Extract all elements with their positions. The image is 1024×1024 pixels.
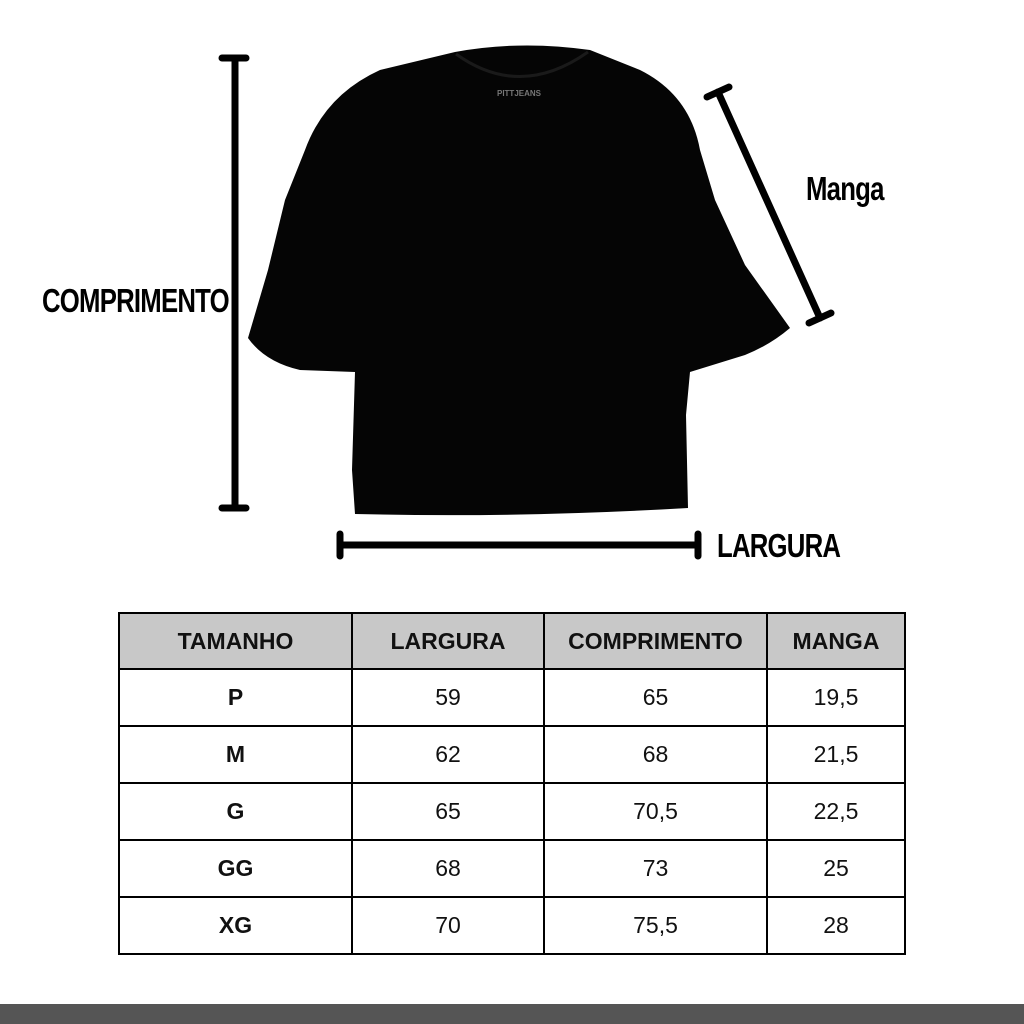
- table-header-row: [119, 613, 905, 669]
- largura-cell: 68: [352, 840, 544, 897]
- manga-cell: 21,5: [767, 726, 905, 783]
- size-cell: XG: [119, 897, 352, 954]
- manga-cell: 19,5: [767, 669, 905, 726]
- largura-cell: 70: [352, 897, 544, 954]
- largura-label: LARGURA: [717, 527, 841, 564]
- size-cell: P: [119, 669, 352, 726]
- comprimento-cell: 75,5: [544, 897, 767, 954]
- table-row: [119, 783, 905, 840]
- manga-cell: 22,5: [767, 783, 905, 840]
- comprimento-label: COMPRIMENTO: [42, 282, 229, 319]
- header-largura: LARGURA: [352, 613, 544, 669]
- table-row: [119, 897, 905, 954]
- table-row: [119, 840, 905, 897]
- table-row: [119, 726, 905, 783]
- size-cell: G: [119, 783, 352, 840]
- width-ruler: [340, 534, 698, 556]
- header-tamanho: TAMANHO: [119, 613, 352, 669]
- comprimento-cell: 65: [544, 669, 767, 726]
- brand-tag: PITTJEANS: [496, 89, 542, 98]
- header-comprimento: COMPRIMENTO: [544, 613, 767, 669]
- header-manga: MANGA: [767, 613, 905, 669]
- manga-label: Manga: [806, 170, 884, 207]
- table-row: [119, 669, 905, 726]
- tshirt-shape: [248, 45, 790, 515]
- largura-cell: 59: [352, 669, 544, 726]
- comprimento-cell: 68: [544, 726, 767, 783]
- largura-cell: 62: [352, 726, 544, 783]
- manga-cell: 28: [767, 897, 905, 954]
- largura-cell: 65: [352, 783, 544, 840]
- manga-cell: 25: [767, 840, 905, 897]
- size-cell: M: [119, 726, 352, 783]
- comprimento-cell: 70,5: [544, 783, 767, 840]
- footer-bar: [0, 1004, 1024, 1024]
- size-table: [118, 612, 906, 955]
- size-cell: GG: [119, 840, 352, 897]
- comprimento-cell: 73: [544, 840, 767, 897]
